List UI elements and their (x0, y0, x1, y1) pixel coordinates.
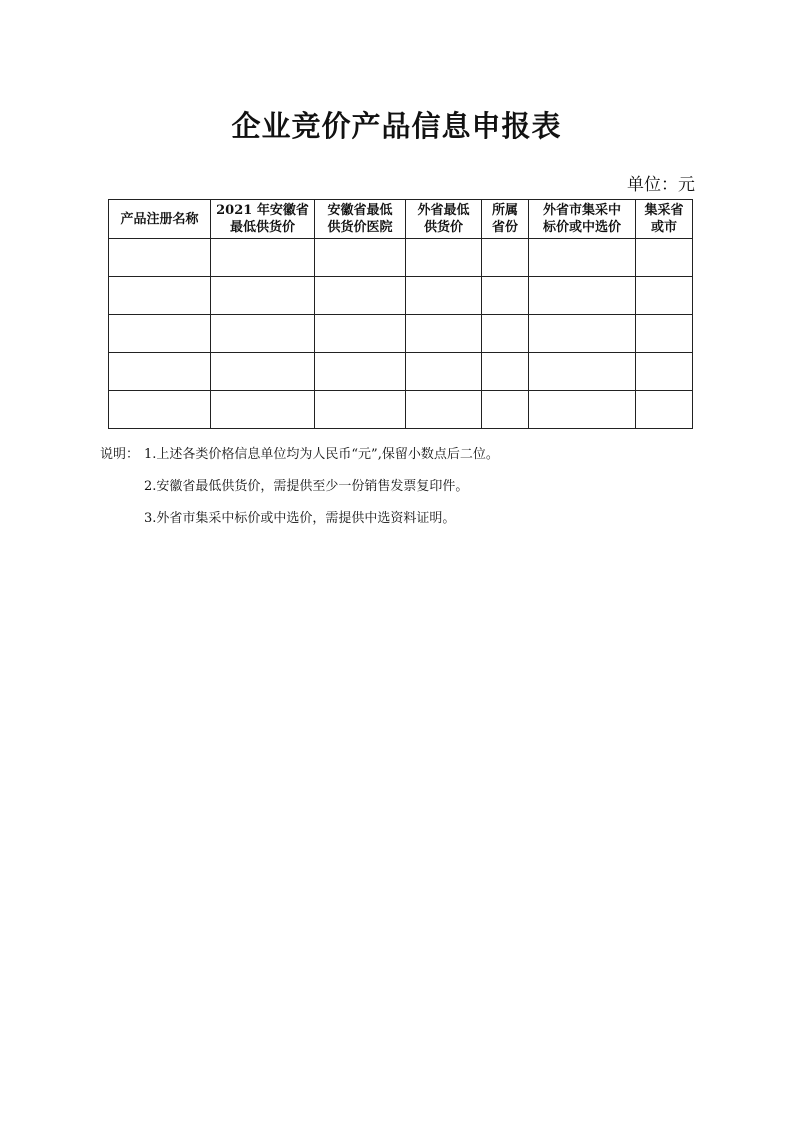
table-cell (482, 277, 529, 315)
table-cell (211, 277, 315, 315)
table-cell (315, 315, 406, 353)
unit-label: 单位：元 (627, 175, 695, 195)
table-cell (482, 315, 529, 353)
column-header-procurement-region: 集采省 或市 (636, 200, 693, 239)
table-cell (406, 353, 482, 391)
table-cell (482, 239, 529, 277)
table-row (109, 315, 693, 353)
table-cell (315, 391, 406, 429)
table-cell (109, 277, 211, 315)
table-cell (529, 315, 636, 353)
table-cell (315, 353, 406, 391)
table-cell (529, 353, 636, 391)
table-header-row (109, 200, 693, 239)
table-cell (211, 391, 315, 429)
note-item (100, 446, 499, 478)
note-text: 3.外省市集采中标价或中选价，需提供中选资料证明。 (144, 511, 456, 526)
notes-prefix: 说明： (100, 447, 140, 462)
table-cell (482, 391, 529, 429)
table-row (109, 277, 693, 315)
table-cell (211, 239, 315, 277)
table-cell (315, 277, 406, 315)
column-header-anhui-2021-lowest-price: 2021 年安徽省 最低供货价 (211, 200, 315, 239)
table-cell (406, 315, 482, 353)
table-cell (211, 353, 315, 391)
table-cell (211, 315, 315, 353)
table-cell (636, 277, 693, 315)
note-text: 1.上述各类价格信息单位均为人民币“元”,保留小数点后二位。 (144, 447, 499, 462)
table-row (109, 391, 693, 429)
column-header-province: 所属 省份 (482, 200, 529, 239)
table-cell (406, 277, 482, 315)
note-item (100, 478, 499, 510)
table-cell (636, 353, 693, 391)
table-cell (109, 239, 211, 277)
column-header-anhui-lowest-price-hospital: 安徽省最低 供货价医院 (315, 200, 406, 239)
table-cell (529, 277, 636, 315)
table-cell (636, 239, 693, 277)
column-header-other-province-lowest-price: 外省最低 供货价 (406, 200, 482, 239)
table-row (109, 353, 693, 391)
table-cell (315, 239, 406, 277)
notes-section (100, 446, 499, 542)
table-cell (109, 315, 211, 353)
table-cell (636, 391, 693, 429)
table-cell (406, 239, 482, 277)
column-header-product-name: 产品注册名称 (109, 200, 211, 239)
table-cell (636, 315, 693, 353)
table-cell (482, 353, 529, 391)
table-cell (406, 391, 482, 429)
document-title: 企业竞价产品信息申报表 (231, 109, 562, 143)
column-header-procurement-bid-price: 外省市集采中 标价或中选价 (529, 200, 636, 239)
note-text: 2.安徽省最低供货价，需提供至少一份销售发票复印件。 (144, 479, 469, 494)
product-info-table (108, 199, 693, 429)
table-cell (109, 353, 211, 391)
note-item (100, 510, 499, 542)
table-cell (529, 391, 636, 429)
table-cell (529, 239, 636, 277)
table-row (109, 239, 693, 277)
table-cell (109, 391, 211, 429)
